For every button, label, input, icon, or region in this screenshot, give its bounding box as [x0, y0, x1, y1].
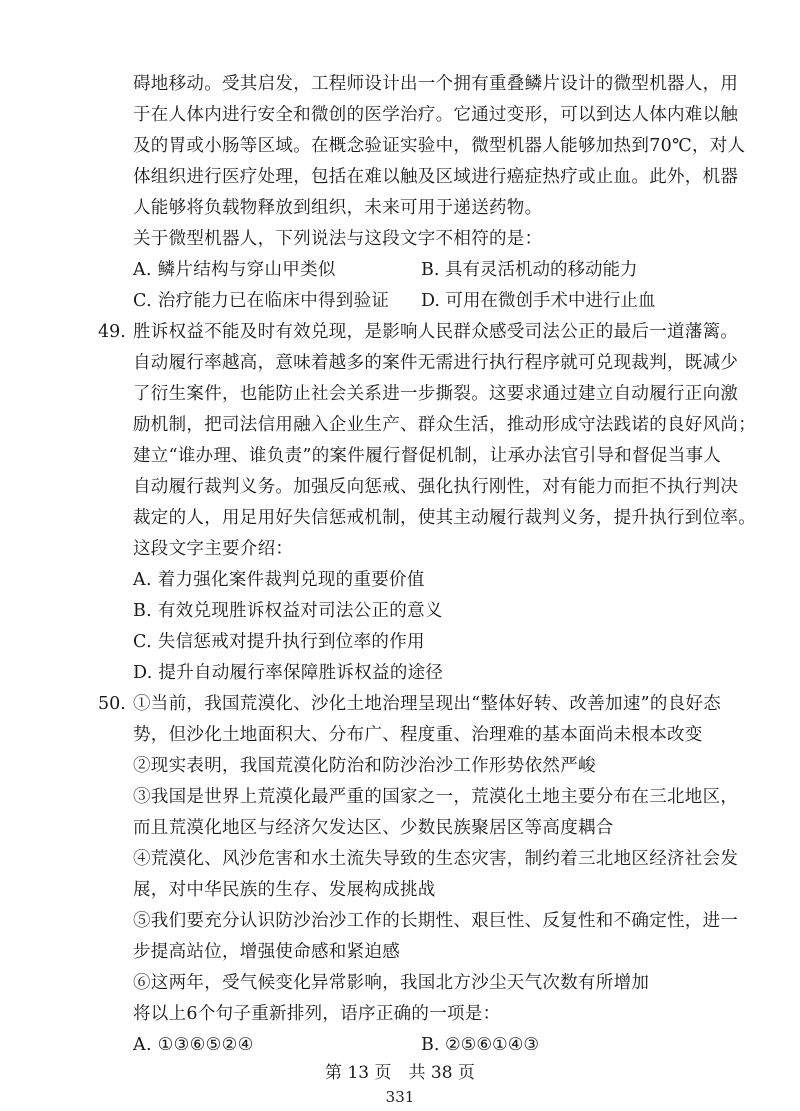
- sentence-line: ①当前，我国荒漠化、沙化土地治理呈现出“整体好转、改善加速”的良好态: [133, 694, 722, 714]
- sentence-line: 势，但沙化土地面积大、分布广、程度重、治理难的基本面尚未根本改变: [133, 725, 703, 745]
- passage-line: 胜诉权益不能及时有效兑现，是影响人民群众感受司法公正的最后一道藩篱。: [133, 322, 739, 342]
- question-prompt: 关于微型机器人，下列说法与这段文字不相符的是：: [133, 229, 543, 249]
- passage-line: 碍地移动。受其启发，工程师设计出一个拥有重叠鳞片设计的微型机器人，用: [133, 74, 739, 94]
- passage-line: 于在人体内进行安全和微创的医学治疗。它通过变形，可以到达人体内难以触: [133, 105, 739, 125]
- option-d: D. 提升自动履行率保障胜诉权益的途径: [133, 663, 444, 683]
- passage-line: 了衍生案件，也能防止社会关系进一步撕裂。这要求通过建立自动履行正向激: [133, 384, 739, 404]
- passage-line: 裁定的人，用足用好失信惩戒机制，使其主动履行裁判义务，提升执行到位率。: [133, 508, 756, 528]
- option-d: D. 可用在微创手术中进行止血: [421, 291, 656, 311]
- page-number: 331: [385, 1088, 415, 1106]
- question-number: 50.: [98, 694, 126, 714]
- passage-line: 自动履行率越高，意味着越多的案件无需进行执行程序就可兑现裁判，既减少: [133, 353, 739, 373]
- option-c: C. 治疗能力已在临床中得到验证: [133, 291, 390, 311]
- option-a: A. 鳞片结构与穿山甲类似: [133, 260, 336, 280]
- sentence-line: ⑥这两年，受气候变化异常影响，我国北方沙尘天气次数有所增加: [133, 973, 650, 993]
- question-prompt: 这段文字主要介绍：: [133, 539, 294, 559]
- sentence-line: ⑤我们要充分认识防沙治沙工作的长期性、艰巨性、反复性和不确定性，进一: [133, 911, 739, 931]
- sentence-line: ②现实表明，我国荒漠化防治和防沙治沙工作形势依然严峻: [133, 756, 596, 776]
- passage-line: 人能够将负载物释放到组织，未来可用于递送药物。: [133, 198, 543, 218]
- passage-line: 及的胃或小肠等区域。在概念验证实验中，微型机器人能够加热到70℃，对人: [133, 136, 746, 156]
- option-c: C. 失信惩戒对提升执行到位率的作用: [133, 632, 425, 652]
- option-a: A. 着力强化案件裁判兑现的重要价值: [133, 570, 425, 590]
- option-b: B. 具有灵活机动的移动能力: [421, 260, 638, 280]
- passage-line: 体组织进行医疗处理，包括在难以触及区域进行癌症热疗或止血。此外，机器: [133, 167, 739, 187]
- passage-line: 自动履行裁判义务。加强反向惩戒、强化执行刚性，对有能力而拒不执行判决: [133, 477, 739, 497]
- sentence-line: 展，对中华民族的生存、发展构成挑战: [133, 880, 436, 900]
- passage-line: 励机制，把司法信用融入企业生产、群众生活，推动形成守法践诺的良好风尚；: [133, 415, 756, 435]
- sentence-line: 而且荒漠化地区与经济欠发达区、少数民族聚居区等高度耦合: [133, 818, 614, 838]
- option-b: B. ②⑤⑥①④③: [421, 1035, 540, 1055]
- question-number: 49.: [98, 322, 126, 342]
- question-prompt: 将以上6个句子重新排列，语序正确的一项是：: [133, 1004, 501, 1024]
- sentence-line: ④荒漠化、风沙危害和水土流失导致的生态灾害，制约着三北地区经济社会发: [133, 849, 739, 869]
- option-a: A. ①③⑥⑤②④: [133, 1035, 254, 1055]
- passage-line: 建立“谁办理、谁负责”的案件履行督促机制，让承办法官引导和督促当事人: [133, 446, 722, 466]
- sentence-line: 步提高站位，增强使命感和紧迫感: [133, 942, 400, 962]
- option-b: B. 有效兑现胜诉权益对司法公正的意义: [133, 601, 443, 621]
- sentence-line: ③我国是世界上荒漠化最严重的国家之一，荒漠化土地主要分布在三北地区，: [133, 787, 739, 807]
- page-label: 第 13 页 共 38 页: [325, 1063, 475, 1083]
